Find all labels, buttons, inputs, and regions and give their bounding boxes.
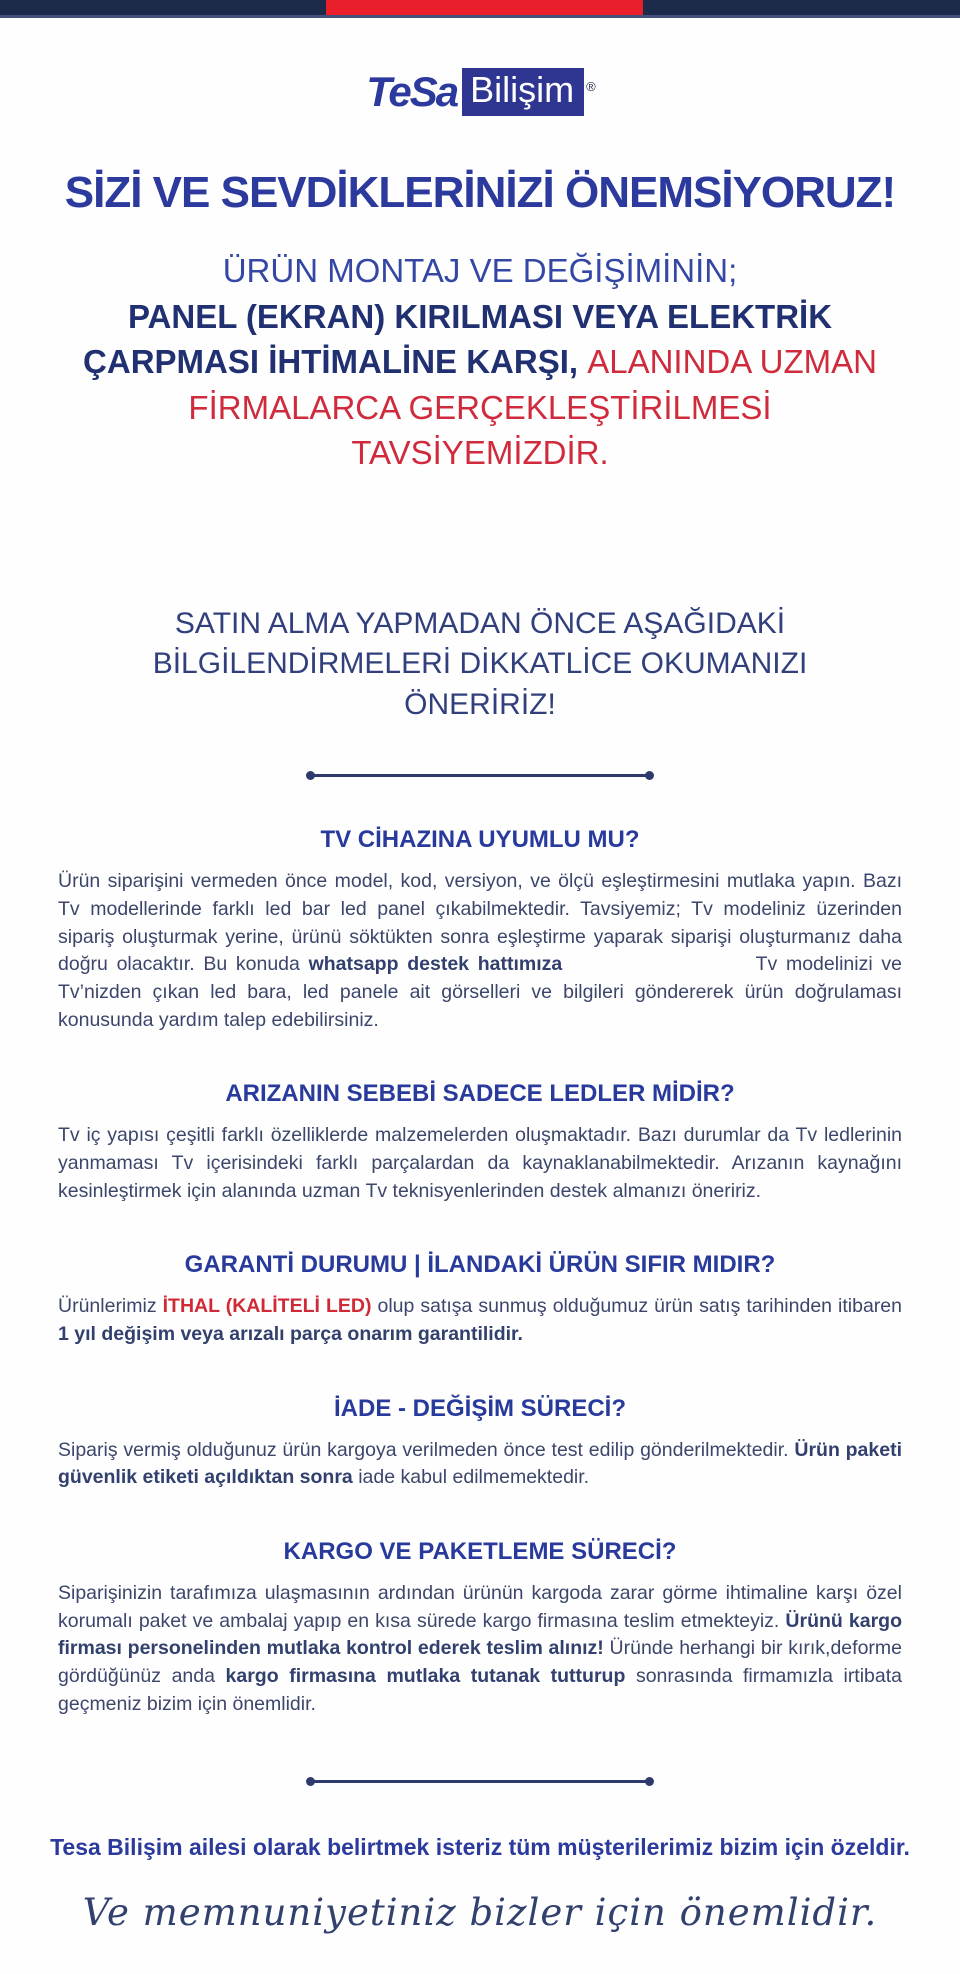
logo-bilisim-text: Bilişim xyxy=(470,69,575,110)
section-heading: GARANTİ DURUMU | İLANDAKİ ÜRÜN SIFIR MIDIR? xyxy=(184,1251,776,1279)
bar-segment-navy-right xyxy=(643,0,960,15)
logo-tesa-text: TeSa xyxy=(366,68,458,115)
text-run: olup satışa sunmuş olduğumuz ürün satış tarihinden itibaren xyxy=(371,1295,902,1318)
text-run: Sipariş vermiş olduğunuz ürün kargoya verilmeden önce test edilip gönderilmektedir. xyxy=(58,1438,795,1461)
text-run: Siparişinizin tarafımıza ulaşmasının ardından ürünün kargoda zarar görme ihtimaline karşı özel korumalı paket ve ambalaj yapıp en kısa sürede kargo firmasına teslim etmekteyiz. xyxy=(58,1582,902,1632)
divider-line xyxy=(310,1780,650,1783)
text-run: Üründe herhangi bir kırık,deforme gördüğünüz anda xyxy=(58,1637,902,1688)
section-heading: ARIZANIN SEBEBİ SADECE LEDLER MİDİR? xyxy=(225,1080,735,1108)
section-paragraph xyxy=(58,1122,902,1205)
bar-segment-red xyxy=(326,0,643,15)
text-run: Tv modelinizi ve Tv’nizden çıkan led bara, led panele ait görselleri ve bilgileri göndererek ürün doğrulaması konusunda yardım talep edebilirsiniz. xyxy=(58,953,902,1031)
text-run: sonrasında firmamızla irtibata geçmeniz bizim için önemlidir. xyxy=(58,1665,903,1715)
info-sections xyxy=(0,826,960,1718)
section-heading: KARGO VE PAKETLEME SÜRECİ? xyxy=(283,1538,677,1566)
page-title: SİZİ VE SEVDİKLERİNİZİ ÖNEMSİYORUZ! xyxy=(64,168,896,217)
text-run: whatsapp destek hattımıza xyxy=(308,953,563,976)
text-run: Tv iç yapısı çeşitli farklı özelliklerde malzemelerden oluşmaktadır. Bazı durumlar da Tv ledlerinin yanmaması Tv içerisindeki farklı parçalardan da kaynaklanabilmektedir. Arızanın kaynağını kesinleştirmek için alanında uzman Tv teknisyenlerinden destek almanızı öneririz. xyxy=(58,1124,902,1202)
hero-statement xyxy=(60,248,900,476)
brand-color-bar xyxy=(0,0,960,15)
logo-bilisim-box xyxy=(462,68,584,116)
bar-segment-navy-left xyxy=(0,0,326,15)
text-run: iade kabul edilmemektedir. xyxy=(352,1466,590,1489)
text-run: Ürün paketi güvenlik etiketi açıldıktan sonra xyxy=(58,1438,902,1489)
footer-statement: Tesa Bilişim ailesi olarak belirtmek isteriz tüm müşterilerimiz bizim için özeldir. xyxy=(50,1833,910,1860)
text-run: kargo firmasına mutlaka tutanak tutturup xyxy=(225,1665,626,1688)
text-run: Ürünü kargo firması personelinden mutlaka kontrol ederek teslim alınız! xyxy=(58,1609,902,1660)
section-heading: İADE - DEĞİŞİM SÜRECİ? xyxy=(333,1394,627,1422)
text-run: Ürün siparişini vermeden önce model, kod, versiyon, ve ölçü eşleştirmesini mutlaka yapın. Bazı Tv modellerinde farklı led bar led panel çıkabilmektedir. Tavsiyemiz; Tv modeliniz üzerinden sipariş oluşturmak yerine, ürünü söktükten sonra eşleştirme yaparak siparişi oluşturmanız daha doğru olacaktır. Bu konuda xyxy=(58,870,902,976)
section-paragraph xyxy=(58,1437,902,1492)
registered-trademark-symbol: ® xyxy=(586,78,596,94)
section-divider-bottom xyxy=(306,1777,654,1786)
section-heading: TV CİHAZINA UYUMLU MU? xyxy=(320,826,640,854)
brand-logo xyxy=(0,68,960,116)
section-paragraph xyxy=(58,1293,902,1348)
hero-text-run: ÜRÜN MONTAJ VE DEĞİŞİMİNİN; xyxy=(222,252,738,289)
section-paragraph xyxy=(58,868,902,1034)
redacted-phone-gap xyxy=(562,969,747,970)
section-divider-top xyxy=(306,771,654,780)
divider-line xyxy=(310,774,650,777)
text-run: 1 yıl değişim veya arızalı parça onarım garantilidir. xyxy=(58,1323,523,1346)
hero-text-run: PANEL (EKRAN) KIRILMASI VEYA ELEKTRİK ÇARPMASI İHTİMALİNE KARŞI, xyxy=(83,297,833,381)
section-paragraph xyxy=(58,1580,902,1718)
bar-bottom-edge xyxy=(0,15,960,18)
divider-dot-icon xyxy=(645,1777,654,1786)
text-run: Ürünlerimiz xyxy=(58,1295,163,1318)
text-run: İTHAL (KALİTELİ LED) xyxy=(162,1295,372,1318)
divider-dot-icon xyxy=(645,771,654,780)
footer-signature-script: Ve memnuniyetiniz bizler için önemlidir. xyxy=(82,1890,878,1934)
pre-purchase-note: SATIN ALMA YAPMADAN ÖNCE AŞAĞIDAKİ BİLGİLENDİRMELERİ DİKKATLİCE OKUMANIZI ÖNERİRİZ! xyxy=(152,606,808,721)
hero-text-run: ALANINDA UZMAN FİRMALARCA GERÇEKLEŞTİRİLMESİ TAVSİYEMİZDİR. xyxy=(188,343,877,472)
